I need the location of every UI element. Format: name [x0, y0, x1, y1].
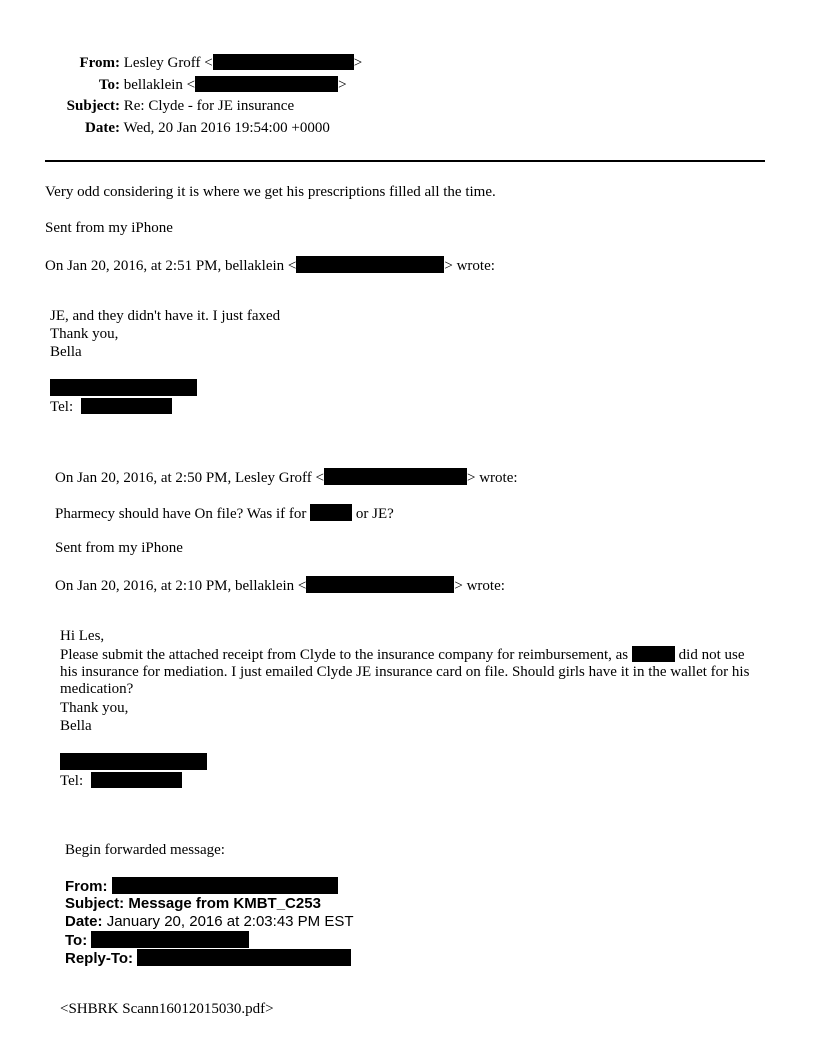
forwarded-to-label: To:	[65, 932, 88, 949]
header-date-row	[40, 120, 330, 140]
msg1-line3: Bella	[50, 344, 82, 360]
redaction-box	[310, 504, 352, 521]
header-subject-value: Re: Clyde - for JE insurance	[123, 98, 295, 114]
redaction-box	[81, 398, 172, 414]
msg3-sig-redaction	[60, 753, 207, 772]
msg3-tel-label: Tel:	[60, 773, 84, 789]
header-from-close: >	[353, 55, 363, 71]
msg2-signature: Sent from my iPhone	[55, 540, 183, 556]
msg1-line2: Thank you,	[50, 326, 119, 342]
forwarded-intro: Begin forwarded message:	[65, 842, 225, 858]
redaction-box	[213, 54, 354, 70]
header-date-label: Date:	[85, 120, 120, 136]
msg2-intro	[55, 468, 518, 487]
forwarded-to-row	[65, 931, 249, 950]
msg1-tel-label: Tel:	[50, 399, 74, 415]
msg2-intro-suffix: > wrote:	[467, 470, 518, 486]
redaction-box	[195, 76, 338, 92]
msg3-body	[60, 646, 750, 698]
redaction-box	[91, 931, 249, 948]
msg3-greeting: Hi Les,	[60, 628, 105, 644]
reply-quote-intro	[45, 256, 495, 275]
header-date-value: Wed, 20 Jan 2016 19:54:00 +0000	[123, 120, 330, 136]
msg3-tel-row	[60, 772, 182, 790]
redaction-box	[632, 646, 675, 662]
msg2-quote-intro	[55, 576, 505, 595]
forwarded-from-row	[65, 877, 338, 896]
msg3-thanks: Thank you,	[60, 700, 129, 716]
forwarded-date-value: January 20, 2016 at 2:03:43 PM EST	[106, 913, 354, 930]
redaction-box	[60, 753, 207, 770]
header-from-row	[40, 54, 362, 74]
forwarded-subject-row	[65, 895, 321, 913]
forwarded-replyto-row	[65, 949, 351, 968]
redaction-box	[296, 256, 444, 273]
header-to-value: bellaklein <	[123, 77, 196, 93]
attachment-name[interactable]: <SHBRK Scann16012015030.pdf>	[60, 1001, 274, 1017]
msg2-body-suffix: or JE?	[352, 506, 394, 522]
header-to-row	[40, 76, 347, 96]
msg3-name: Bella	[60, 718, 92, 734]
redaction-box	[324, 468, 467, 485]
forwarded-date-row	[65, 913, 354, 931]
msg1-sig-redaction	[50, 379, 197, 398]
header-from-label: From:	[79, 55, 120, 71]
header-divider	[45, 160, 765, 162]
reply-signature: Sent from my iPhone	[45, 220, 173, 236]
redaction-box	[112, 877, 338, 894]
msg2-quote-intro-suffix: > wrote:	[454, 578, 505, 594]
msg3-body-part2: did not use his insurance for mediation. I just emailed Clyde JE insurance card on file. Should girls have it in the wallet for his medication?	[60, 647, 750, 697]
msg2-body-prefix: Pharmecy should have On file? Was if for	[55, 506, 311, 522]
header-to-label: To:	[98, 77, 120, 93]
msg1-line1: JE, and they didn't have it. I just faxed	[50, 308, 281, 324]
redaction-box	[137, 949, 351, 966]
forwarded-subject-label: Subject:	[65, 895, 125, 912]
redaction-box	[50, 379, 197, 396]
msg1-tel-row	[50, 398, 172, 416]
forwarded-from-label: From:	[65, 878, 108, 895]
reply-quote-intro-suffix: > wrote:	[444, 258, 495, 274]
redaction-box	[306, 576, 454, 593]
header-subject-label: Subject:	[66, 98, 120, 114]
msg2-body	[55, 504, 394, 523]
header-to-close: >	[338, 77, 347, 93]
forwarded-subject-value: Message from KMBT_C253	[128, 895, 321, 912]
msg2-quote-intro-prefix: On Jan 20, 2016, at 2:10 PM, bellaklein <	[55, 578, 307, 594]
msg3-body-part1: Please submit the attached receipt from Clyde to the insurance company for reimbursement, as	[60, 647, 632, 663]
header-subject-row	[40, 98, 294, 118]
forwarded-date-label: Date:	[65, 913, 103, 930]
msg2-intro-prefix: On Jan 20, 2016, at 2:50 PM, Lesley Groff <	[55, 470, 324, 486]
forwarded-replyto-label: Reply-To:	[65, 950, 134, 967]
redaction-box	[91, 772, 182, 788]
reply-body: Very odd considering it is where we get his prescriptions filled all the time.	[45, 184, 496, 200]
reply-quote-intro-prefix: On Jan 20, 2016, at 2:51 PM, bellaklein <	[45, 258, 297, 274]
header-from-value: Lesley Groff <	[123, 55, 213, 71]
